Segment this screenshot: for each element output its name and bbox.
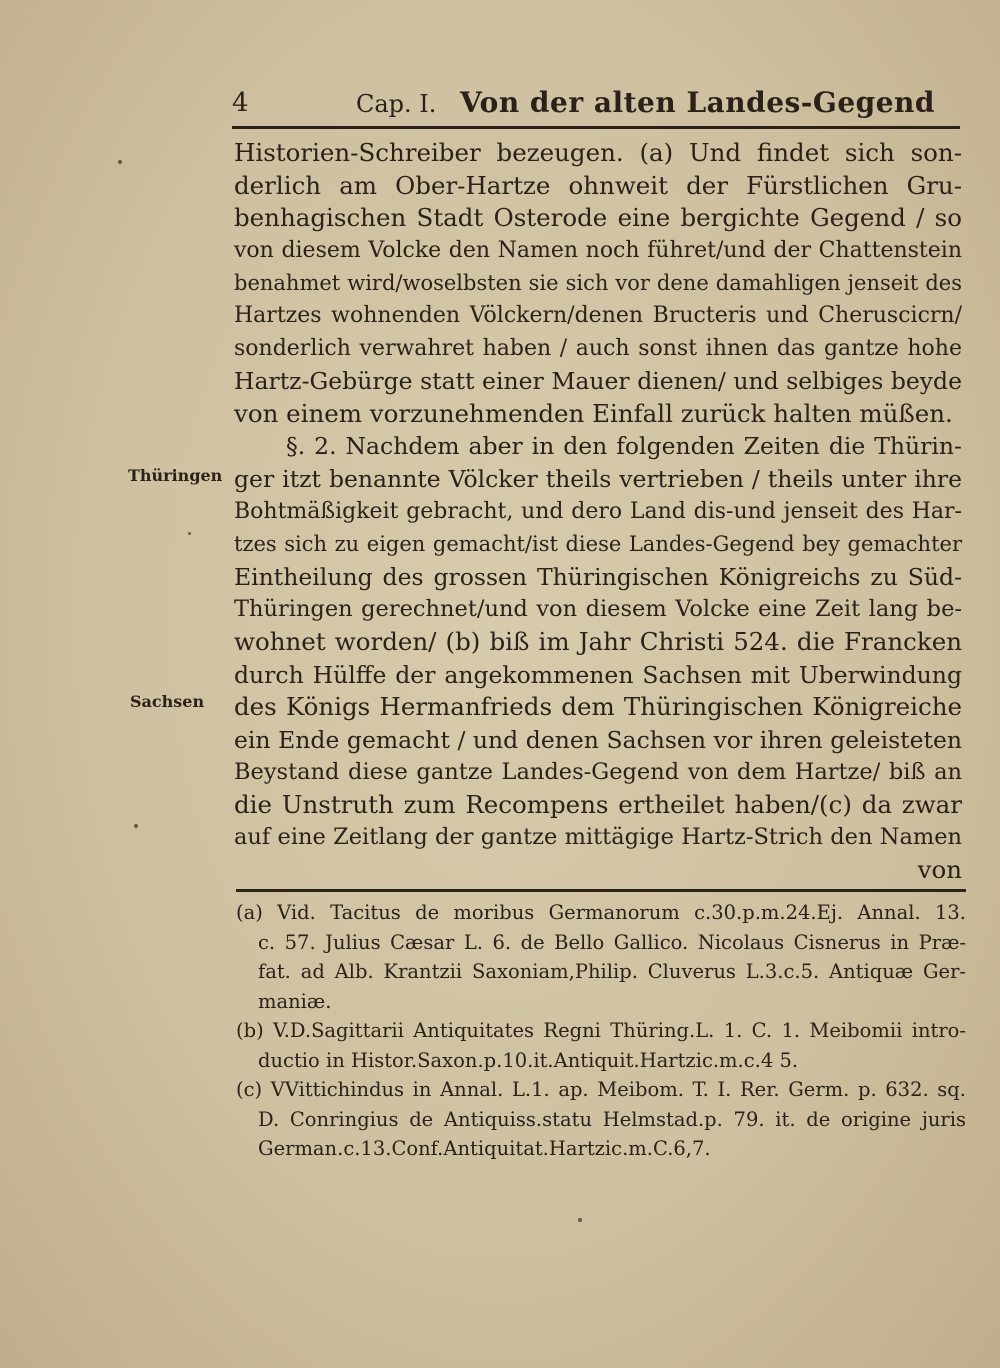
paper-speck: [188, 532, 191, 535]
header-rule: [232, 126, 960, 129]
text-line: durch Hülffe der angekommenen Sachsen mit Uberwindung: [234, 660, 962, 689]
text-line: von diesem Volcke den Namen noch führet/und der Chattenstein: [234, 237, 962, 263]
text-line: wohnet worden/ (b) biß im Jahr Christi 524. die Francken: [234, 626, 962, 656]
text-line: auf eine Zeitlang der gantze mittägige Hartz-Strich den Namen: [234, 824, 962, 851]
paper-speck: [134, 824, 138, 828]
text-line: ein Ende gemacht / und denen Sachsen vor ihren geleisteten: [234, 725, 962, 754]
text-line: Beystand diese gantze Landes-Gegend von dem Hartze/ biß an: [234, 759, 962, 786]
text-line: sonderlich verwahret haben / auch sonst ihnen das gantze hohe: [234, 335, 962, 361]
paper-speck: [118, 160, 122, 164]
footnote-line: D. Conringius de Antiquiss.statu Helmstad.p. 79. it. de origine juris: [258, 1107, 966, 1131]
chapter-label: Cap. I.: [356, 90, 437, 118]
catchword: von: [917, 855, 962, 885]
header-title: Von der alten Landes-Gegend: [460, 86, 935, 119]
footnote-line: (a) Vid. Tacitus de moribus Germanorum c.30.p.m.24.Ej. Annal. 13.: [236, 901, 966, 924]
footnote-rule: [236, 889, 966, 892]
text-line: von einem vorzunehmenden Einfall zurück halten müßen.: [234, 398, 953, 428]
footnote-line: maniæ.: [258, 989, 332, 1013]
running-header: [232, 86, 962, 122]
text-line: Historien-Schreiber bezeugen. (a) Und findet sich son-: [234, 138, 962, 167]
text-line: die Unstruth zum Recompens ertheilet haben/(c) da zwar: [234, 789, 962, 819]
text-line: tzes sich zu eigen gemacht/ist diese Landes-Gegend bey gemachter: [234, 532, 962, 557]
text-line: derlich am Ober-Hartze ohnweit der Fürstlichen Gru-: [234, 170, 962, 200]
page-number: 4: [232, 88, 249, 118]
footnotes: [236, 898, 966, 1164]
text-line: Eintheilung des grossen Thüringischen Königreichs zu Süd-: [234, 562, 962, 591]
footnote-line: German.c.13.Conf.Antiquitat.Hartzic.m.C.6,7.: [258, 1137, 711, 1160]
paper-speck: [578, 1218, 582, 1222]
footnote-line: ductio in Histor.Saxon.p.10.it.Antiquit.Hartzic.m.c.4 5.: [258, 1048, 799, 1072]
footnote-line: fat. ad Alb. Krantzii Saxoniam,Philip. Cluverus L.3.c.5. Antiquæ Ger-: [258, 960, 966, 983]
paragraph-start: §. 2. Nachdem aber in den folgenden Zeiten die Thürin-: [286, 432, 962, 461]
margin-note-sachsen: Sachsen: [130, 692, 205, 711]
text-line: Thüringen gerechnet/und von diesem Volcke eine Zeit lang be-: [234, 596, 962, 623]
text-line: des Königs Hermanfrieds dem Thüringischen Königreiche: [234, 692, 962, 722]
text-line: Hartzes wohnenden Völckern/denen Bructeris und Cheruscicrn/: [234, 302, 962, 328]
margin-note-thueringen: Thüringen: [128, 466, 223, 485]
text-line: ger itzt benannte Völcker theils vertrieben / theils unter ihre: [234, 464, 962, 493]
footnote-line: c. 57. Julius Cæsar L. 6. de Bello Gallico. Nicolaus Cisnerus in Præ-: [258, 930, 966, 954]
text-line: Hartz-Gebürge statt einer Mauer dienen/ und selbiges beyde: [234, 367, 962, 396]
text-line: benahmet wird/woselbsten sie sich vor dene damahligen jenseit des: [234, 271, 962, 296]
text-line: Bohtmäßigkeit gebracht, und dero Land dis-und jenseit des Har-: [234, 498, 962, 524]
text-line: benhagischen Stadt Osterode eine bergichte Gegend / so: [234, 203, 962, 233]
footnote-line: (b) V.D.Sagittarii Antiquitates Regni Thüring.L. 1. C. 1. Meibomii intro-: [236, 1019, 966, 1042]
footnote-line: (c) VVittichindus in Annal. L.1. ap. Meibom. T. I. Rer. Germ. p. 632. sq.: [236, 1078, 966, 1101]
main-text: [234, 137, 962, 887]
